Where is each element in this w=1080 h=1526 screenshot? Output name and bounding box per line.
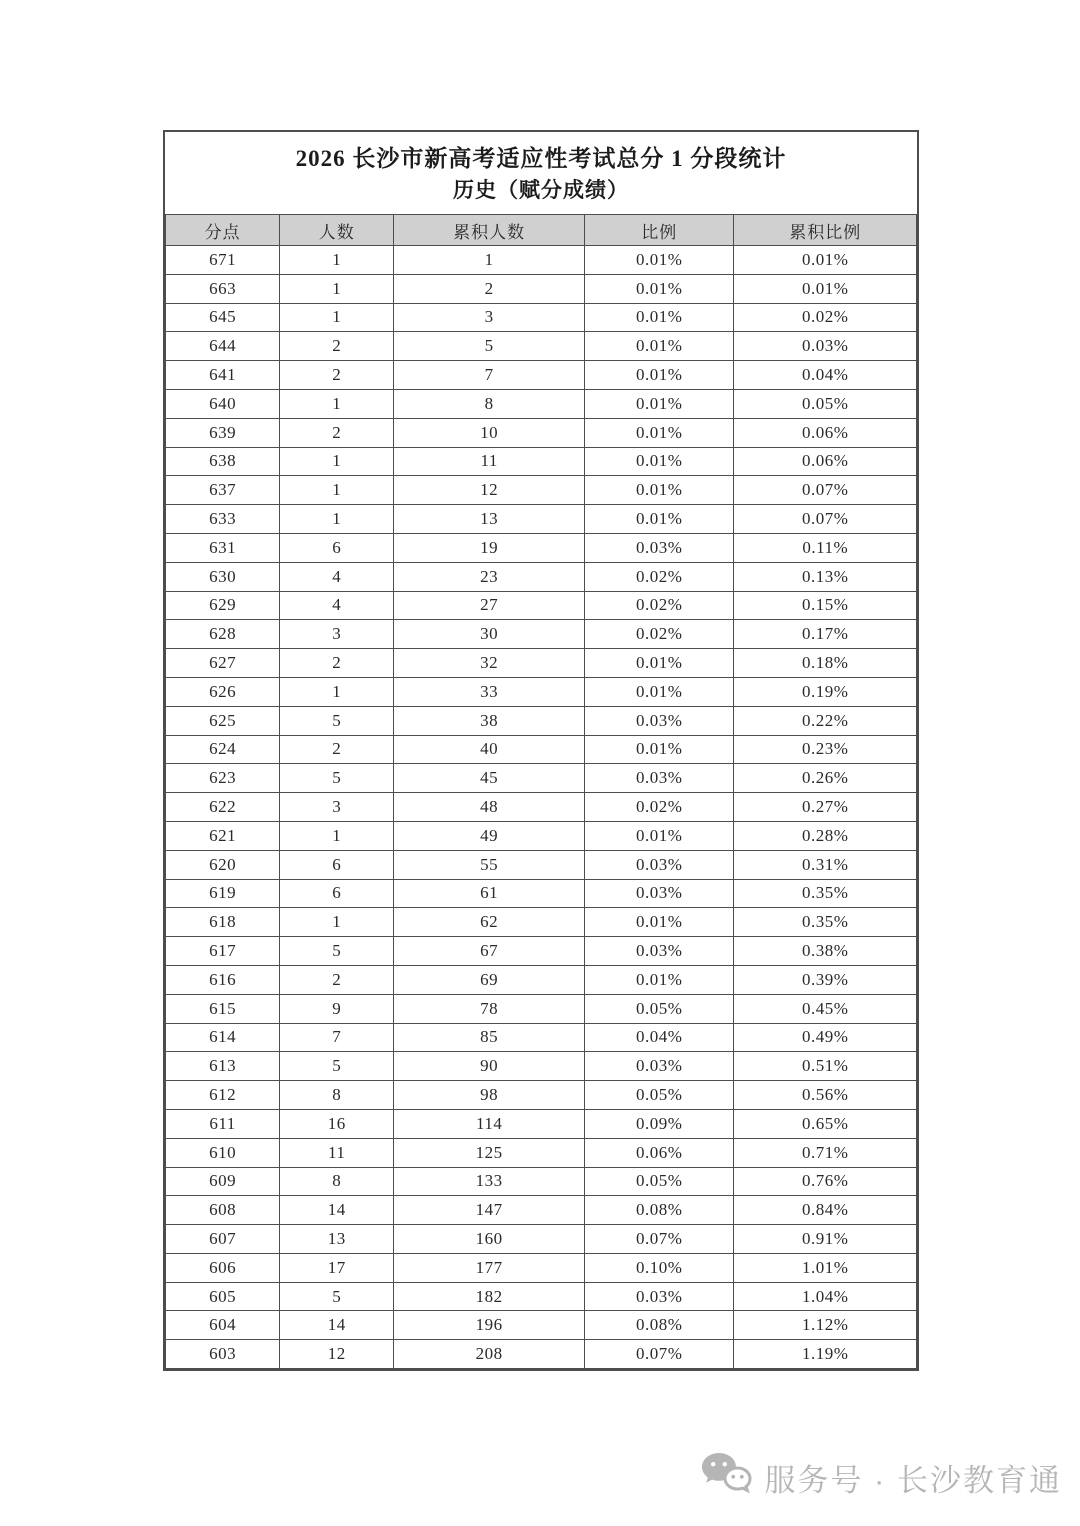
table-cell: 615	[166, 994, 280, 1023]
table-row	[166, 850, 917, 879]
table-cell: 610	[166, 1138, 280, 1167]
table-row	[166, 821, 917, 850]
table-cell: 0.17%	[734, 620, 917, 649]
table-row	[166, 1109, 917, 1138]
table-cell: 40	[394, 735, 585, 764]
table-cell: 0.06%	[585, 1138, 734, 1167]
column-header-ratio: 比例	[585, 215, 734, 246]
table-cell: 624	[166, 735, 280, 764]
table-row	[166, 1225, 917, 1254]
table-cell: 5	[280, 937, 394, 966]
table-cell: 0.03%	[585, 937, 734, 966]
table-cell: 0.26%	[734, 764, 917, 793]
table-cell: 67	[394, 937, 585, 966]
table-cell: 0.10%	[585, 1253, 734, 1282]
table-row	[166, 764, 917, 793]
table-row	[166, 965, 917, 994]
table-row	[166, 476, 917, 505]
table-cell: 11	[280, 1138, 394, 1167]
table-cell: 17	[280, 1253, 394, 1282]
table-cell: 0.03%	[585, 533, 734, 562]
table-cell: 0.01%	[585, 418, 734, 447]
table-cell: 0.01%	[585, 246, 734, 275]
table-row	[166, 994, 917, 1023]
table-cell: 623	[166, 764, 280, 793]
table-cell: 0.23%	[734, 735, 917, 764]
column-header-count: 人数	[280, 215, 394, 246]
table-cell: 0.31%	[734, 850, 917, 879]
table-row	[166, 1167, 917, 1196]
table-cell: 177	[394, 1253, 585, 1282]
table-cell: 608	[166, 1196, 280, 1225]
table-cell: 0.19%	[734, 677, 917, 706]
table-cell: 10	[394, 418, 585, 447]
table-cell: 621	[166, 821, 280, 850]
table-cell: 0.71%	[734, 1138, 917, 1167]
table-cell: 1	[280, 908, 394, 937]
table-cell: 3	[280, 793, 394, 822]
table-cell: 2	[394, 274, 585, 303]
table-cell: 8	[280, 1167, 394, 1196]
table-cell: 6	[280, 879, 394, 908]
table-title-line2: 历史（赋分成绩）	[453, 178, 629, 202]
table-cell: 1	[280, 505, 394, 534]
table-cell: 114	[394, 1109, 585, 1138]
table-cell: 0.45%	[734, 994, 917, 1023]
table-cell: 2	[280, 332, 394, 361]
table-header-row	[166, 215, 917, 246]
table-cell: 2	[280, 735, 394, 764]
table-cell: 0.01%	[585, 505, 734, 534]
table-row	[166, 1138, 917, 1167]
table-cell: 0.01%	[734, 246, 917, 275]
table-cell: 78	[394, 994, 585, 1023]
table-row	[166, 1311, 917, 1340]
table-row	[166, 533, 917, 562]
table-cell: 631	[166, 533, 280, 562]
table-body	[166, 246, 917, 1369]
table-cell: 90	[394, 1052, 585, 1081]
table-cell: 640	[166, 389, 280, 418]
table-cell: 0.05%	[585, 994, 734, 1023]
table-cell: 1	[280, 389, 394, 418]
table-row	[166, 274, 917, 303]
table-cell: 629	[166, 591, 280, 620]
table-cell: 0.11%	[734, 533, 917, 562]
table-cell: 0.08%	[585, 1196, 734, 1225]
table-row	[166, 1340, 917, 1369]
table-cell: 626	[166, 677, 280, 706]
table-cell: 606	[166, 1253, 280, 1282]
table-cell: 644	[166, 332, 280, 361]
column-header-score: 分点	[166, 215, 280, 246]
wechat-icon	[700, 1452, 752, 1502]
table-cell: 5	[280, 1052, 394, 1081]
table-cell: 1	[280, 447, 394, 476]
table-row	[166, 562, 917, 591]
table-cell: 0.07%	[585, 1225, 734, 1254]
table-row	[166, 677, 917, 706]
table-cell: 23	[394, 562, 585, 591]
table-cell: 85	[394, 1023, 585, 1052]
table-cell: 1	[280, 476, 394, 505]
table-cell: 14	[280, 1311, 394, 1340]
table-cell: 0.02%	[734, 303, 917, 332]
table-cell: 0.28%	[734, 821, 917, 850]
table-row	[166, 418, 917, 447]
table-cell: 625	[166, 706, 280, 735]
table-cell: 208	[394, 1340, 585, 1369]
table-cell: 33	[394, 677, 585, 706]
table-cell: 12	[394, 476, 585, 505]
table-cell: 3	[394, 303, 585, 332]
table-cell: 11	[394, 447, 585, 476]
table-cell: 0.01%	[585, 908, 734, 937]
table-cell: 16	[280, 1109, 394, 1138]
table-cell: 0.18%	[734, 649, 917, 678]
table-cell: 1	[280, 821, 394, 850]
table-cell: 4	[280, 591, 394, 620]
table-row	[166, 937, 917, 966]
table-cell: 0.05%	[734, 389, 917, 418]
table-cell: 0.04%	[585, 1023, 734, 1052]
table-cell: 2	[280, 649, 394, 678]
table-cell: 0.03%	[585, 764, 734, 793]
table-cell: 0.05%	[585, 1167, 734, 1196]
table-cell: 616	[166, 965, 280, 994]
table-cell: 0.01%	[585, 821, 734, 850]
table-row	[166, 361, 917, 390]
table-cell: 607	[166, 1225, 280, 1254]
table-cell: 1.01%	[734, 1253, 917, 1282]
table-cell: 147	[394, 1196, 585, 1225]
table-cell: 0.01%	[585, 447, 734, 476]
table-cell: 0.65%	[734, 1109, 917, 1138]
table-cell: 0.02%	[585, 620, 734, 649]
table-cell: 0.13%	[734, 562, 917, 591]
table-cell: 2	[280, 418, 394, 447]
table-cell: 0.06%	[734, 447, 917, 476]
table-cell: 5	[394, 332, 585, 361]
table-cell: 0.15%	[734, 591, 917, 620]
table-cell: 0.02%	[585, 793, 734, 822]
table-row	[166, 793, 917, 822]
table-row	[166, 332, 917, 361]
table-cell: 49	[394, 821, 585, 850]
table-cell: 1	[280, 677, 394, 706]
table-cell: 1	[394, 246, 585, 275]
table-cell: 14	[280, 1196, 394, 1225]
table-cell: 1.19%	[734, 1340, 917, 1369]
table-cell: 614	[166, 1023, 280, 1052]
table-cell: 617	[166, 937, 280, 966]
table-cell: 13	[394, 505, 585, 534]
table-cell: 609	[166, 1167, 280, 1196]
table-cell: 8	[280, 1081, 394, 1110]
table-row	[166, 735, 917, 764]
table-row	[166, 246, 917, 275]
table-cell: 7	[280, 1023, 394, 1052]
table-cell: 196	[394, 1311, 585, 1340]
table-cell: 5	[280, 706, 394, 735]
table-cell: 641	[166, 361, 280, 390]
table-cell: 0.03%	[585, 1052, 734, 1081]
column-header-cumulative-count: 累积人数	[394, 215, 585, 246]
table-cell: 0.08%	[585, 1311, 734, 1340]
column-header-cumulative-ratio: 累积比例	[734, 215, 917, 246]
table-cell: 0.27%	[734, 793, 917, 822]
table-cell: 620	[166, 850, 280, 879]
table-cell: 38	[394, 706, 585, 735]
table-row	[166, 1023, 917, 1052]
table-cell: 2	[280, 361, 394, 390]
table-cell: 133	[394, 1167, 585, 1196]
table-row	[166, 505, 917, 534]
table-cell: 0.84%	[734, 1196, 917, 1225]
table-row	[166, 620, 917, 649]
table-cell: 6	[280, 533, 394, 562]
table-cell: 0.01%	[585, 361, 734, 390]
table-cell: 0.01%	[585, 476, 734, 505]
table-cell: 0.01%	[734, 274, 917, 303]
table-cell: 0.09%	[585, 1109, 734, 1138]
score-distribution-sheet	[163, 130, 919, 1371]
table-cell: 0.22%	[734, 706, 917, 735]
table-cell: 0.02%	[585, 562, 734, 591]
table-cell: 611	[166, 1109, 280, 1138]
table-row	[166, 447, 917, 476]
table-cell: 0.35%	[734, 879, 917, 908]
table-cell: 638	[166, 447, 280, 476]
table-cell: 619	[166, 879, 280, 908]
table-cell: 622	[166, 793, 280, 822]
table-cell: 0.76%	[734, 1167, 917, 1196]
table-cell: 0.01%	[585, 965, 734, 994]
table-cell: 55	[394, 850, 585, 879]
table-cell: 604	[166, 1311, 280, 1340]
table-cell: 0.03%	[585, 850, 734, 879]
table-cell: 605	[166, 1282, 280, 1311]
table-cell: 0.07%	[734, 505, 917, 534]
footer-watermark	[700, 1452, 1062, 1502]
table-cell: 6	[280, 850, 394, 879]
table-cell: 628	[166, 620, 280, 649]
table-cell: 12	[280, 1340, 394, 1369]
table-cell: 633	[166, 505, 280, 534]
table-cell: 0.01%	[585, 274, 734, 303]
table-row	[166, 1253, 917, 1282]
table-cell: 0.49%	[734, 1023, 917, 1052]
table-cell: 0.01%	[585, 735, 734, 764]
table-cell: 0.01%	[585, 389, 734, 418]
table-row	[166, 591, 917, 620]
table-cell: 1	[280, 303, 394, 332]
table-cell: 0.06%	[734, 418, 917, 447]
score-distribution-table	[165, 214, 917, 1369]
table-cell: 0.07%	[585, 1340, 734, 1369]
table-row	[166, 1081, 917, 1110]
table-cell: 30	[394, 620, 585, 649]
table-cell: 613	[166, 1052, 280, 1081]
table-cell: 0.03%	[585, 1282, 734, 1311]
table-row	[166, 1282, 917, 1311]
table-cell: 32	[394, 649, 585, 678]
table-cell: 27	[394, 591, 585, 620]
table-cell: 0.02%	[585, 591, 734, 620]
table-cell: 5	[280, 1282, 394, 1311]
table-cell: 0.07%	[734, 476, 917, 505]
table-cell: 0.01%	[585, 649, 734, 678]
table-cell: 45	[394, 764, 585, 793]
table-cell: 3	[280, 620, 394, 649]
table-cell: 0.38%	[734, 937, 917, 966]
table-cell: 612	[166, 1081, 280, 1110]
table-cell: 0.01%	[585, 303, 734, 332]
table-title-line1: 2026 长沙市新高考适应性考试总分 1 分段统计	[295, 146, 787, 171]
table-cell: 19	[394, 533, 585, 562]
table-cell: 671	[166, 246, 280, 275]
table-cell: 0.56%	[734, 1081, 917, 1110]
table-row	[166, 1196, 917, 1225]
table-cell: 0.05%	[585, 1081, 734, 1110]
table-cell: 645	[166, 303, 280, 332]
table-row	[166, 1052, 917, 1081]
table-row	[166, 303, 917, 332]
table-cell: 125	[394, 1138, 585, 1167]
table-cell: 0.04%	[734, 361, 917, 390]
table-cell: 4	[280, 562, 394, 591]
table-cell: 69	[394, 965, 585, 994]
table-cell: 160	[394, 1225, 585, 1254]
table-cell: 1.12%	[734, 1311, 917, 1340]
table-cell: 7	[394, 361, 585, 390]
table-cell: 61	[394, 879, 585, 908]
table-row	[166, 649, 917, 678]
table-row	[166, 879, 917, 908]
table-cell: 637	[166, 476, 280, 505]
table-cell: 630	[166, 562, 280, 591]
table-cell: 1	[280, 246, 394, 275]
table-cell: 0.01%	[585, 332, 734, 361]
table-cell: 0.35%	[734, 908, 917, 937]
table-cell: 2	[280, 965, 394, 994]
table-cell: 663	[166, 274, 280, 303]
table-cell: 0.91%	[734, 1225, 917, 1254]
table-cell: 627	[166, 649, 280, 678]
footer-label: 服务号 · 长沙教育通	[764, 1462, 1062, 1498]
table-cell: 98	[394, 1081, 585, 1110]
table-cell: 639	[166, 418, 280, 447]
table-row	[166, 706, 917, 735]
table-cell: 1	[280, 274, 394, 303]
table-cell: 62	[394, 908, 585, 937]
table-row	[166, 908, 917, 937]
table-cell: 618	[166, 908, 280, 937]
table-cell: 0.51%	[734, 1052, 917, 1081]
table-cell: 0.03%	[734, 332, 917, 361]
table-cell: 8	[394, 389, 585, 418]
table-cell: 0.03%	[585, 879, 734, 908]
table-title	[165, 132, 917, 214]
table-cell: 9	[280, 994, 394, 1023]
table-cell: 0.03%	[585, 706, 734, 735]
table-row	[166, 389, 917, 418]
table-cell: 0.01%	[585, 677, 734, 706]
table-cell: 182	[394, 1282, 585, 1311]
table-cell: 48	[394, 793, 585, 822]
table-cell: 5	[280, 764, 394, 793]
table-cell: 13	[280, 1225, 394, 1254]
table-cell: 0.39%	[734, 965, 917, 994]
table-cell: 1.04%	[734, 1282, 917, 1311]
table-cell: 603	[166, 1340, 280, 1369]
